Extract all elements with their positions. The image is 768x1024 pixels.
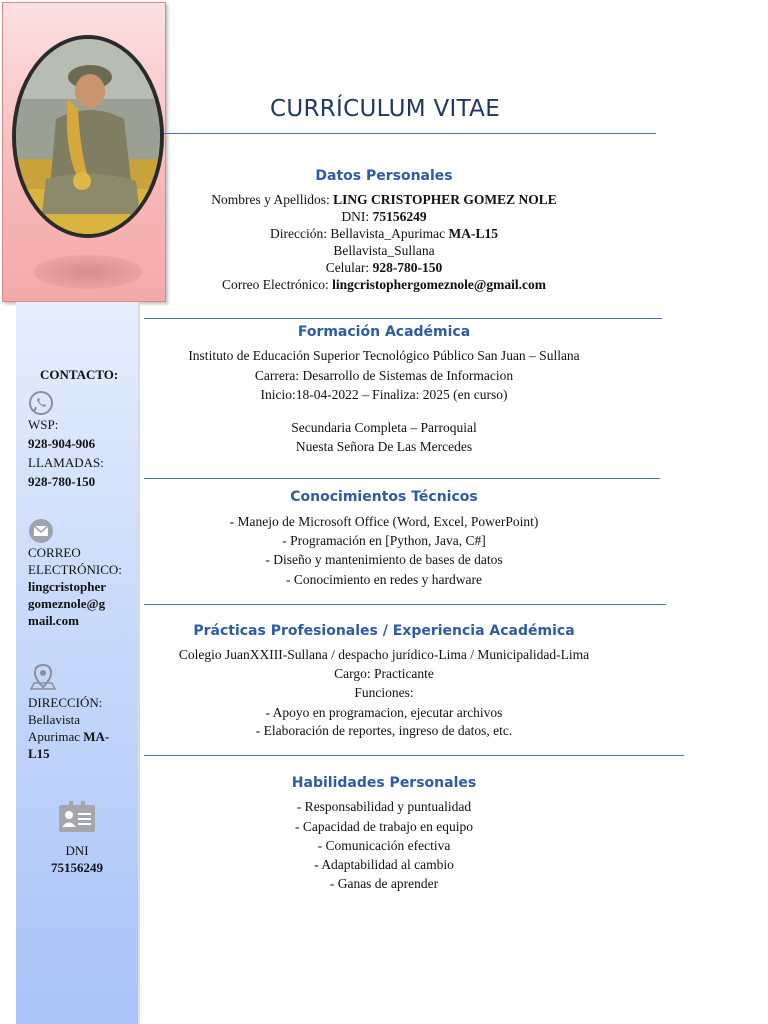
wsp-number[interactable]: 928-904-906	[28, 436, 96, 451]
dni-value: 75156249	[51, 860, 103, 875]
email-line-1[interactable]: lingcristopher	[28, 579, 106, 594]
technical-rule	[144, 604, 666, 605]
personal-email	[150, 275, 618, 294]
technical-heading: Conocimientos Técnicos	[290, 489, 478, 505]
skills-item: - Comunicación efectiva	[317, 838, 451, 853]
technical-item: - Manejo de Microsoft Office (Word, Excel, PowerPoint)	[229, 514, 539, 529]
skills-item: - Capacidad de trabajo en equipo	[294, 819, 474, 834]
practice-line-3: Funciones:	[354, 685, 414, 700]
practice-line-4: - Apoyo en programacion, ejecutar archivos	[265, 705, 503, 720]
profile-photo-frame	[2, 2, 166, 302]
wsp-label: WSP:	[28, 417, 59, 432]
practice-heading: Prácticas Profesionales / Experiencia Académica	[193, 623, 575, 639]
photo-shadow	[33, 255, 143, 289]
personal-email-label: Correo Electrónico:	[221, 277, 333, 292]
personal-address-value: MA-L15	[448, 226, 498, 241]
education-heading: Formación Académica	[297, 324, 471, 340]
email-line-2[interactable]: gomeznole@g	[28, 596, 106, 611]
location-pin-icon	[28, 662, 58, 696]
calls-label: LLAMADAS:	[28, 455, 104, 470]
education-line-1: Instituto de Educación Superior Tecnológico Público San Juan – Sullana	[188, 348, 580, 363]
education-line-3: Inicio:18-04-2022 – Finaliza: 2025 (en curso)	[260, 387, 508, 402]
calls-number[interactable]: 928-780-150	[28, 474, 96, 489]
technical-item: - Conocimiento en redes y hardware	[285, 572, 483, 587]
education-line-2: Carrera: Desarrollo de Sistemas de Informacion	[254, 368, 514, 383]
id-card-icon	[58, 800, 96, 838]
title-rule	[164, 133, 656, 134]
page-title: CURRÍCULUM VITAE	[270, 96, 501, 122]
personal-address-line2: Bellavista_Sullana	[333, 243, 435, 258]
personal-rule	[144, 318, 662, 319]
address-line-2	[28, 728, 109, 746]
address-line-3: L15	[28, 746, 50, 761]
personal-dni-label: DNI:	[341, 209, 373, 224]
profile-photo-image	[16, 39, 160, 234]
address-line-1: Bellavista	[28, 712, 80, 727]
education-rule	[144, 478, 660, 479]
contact-sidebar	[16, 302, 140, 1024]
education-line-5: Nuesta Señora De Las Mercedes	[295, 439, 473, 454]
practice-line-5: - Elaboración de reportes, ingreso de datos, etc.	[255, 723, 513, 738]
technical-item: - Diseño y mantenimiento de bases de datos	[265, 552, 503, 567]
practice-rule	[144, 755, 684, 756]
skills-item: - Adaptabilidad al cambio	[314, 857, 454, 872]
practice-line-1: Colegio JuanXXIII-Sullana / despacho jurídico-Lima / Municipalidad-Lima	[178, 647, 590, 662]
address-line-2-bold: MA-	[83, 729, 110, 744]
personal-dni-value: 75156249	[372, 209, 427, 224]
skills-item: - Responsabilidad y puntualidad	[296, 799, 472, 814]
address-label: DIRECCIÓN:	[28, 695, 103, 710]
personal-phone-value: 928-780-150	[372, 260, 443, 275]
address-line-2-text: Apurimac	[28, 729, 80, 744]
personal-email-value[interactable]: lingcristophergomeznole@gmail.com	[332, 277, 547, 292]
email-line-3[interactable]: mail.com	[28, 613, 79, 628]
skills-item: - Ganas de aprender	[329, 876, 439, 891]
profile-photo	[12, 35, 164, 238]
personal-address-label: Dirección: Bellavista_Apurimac	[270, 226, 449, 241]
practice-line-2: Cargo: Practicante	[334, 666, 434, 681]
contact-heading: CONTACTO:	[40, 367, 119, 382]
email-label-2: ELECTRÓNICO:	[28, 562, 122, 577]
technical-item: - Programación en [Python, Java, C#]	[282, 533, 486, 548]
personal-heading: Datos Personales	[315, 168, 453, 184]
personal-name-value: LING CRISTOPHER GOMEZ NOLE	[333, 192, 557, 207]
skills-heading: Habilidades Personales	[291, 775, 477, 791]
email-label-1: CORREO	[28, 545, 81, 560]
education-line-4: Secundaria Completa – Parroquial	[291, 420, 477, 435]
personal-phone-label: Celular:	[325, 260, 373, 275]
dni-label: DNI	[65, 843, 89, 858]
personal-name-label: Nombres y Apellidos:	[211, 192, 334, 207]
